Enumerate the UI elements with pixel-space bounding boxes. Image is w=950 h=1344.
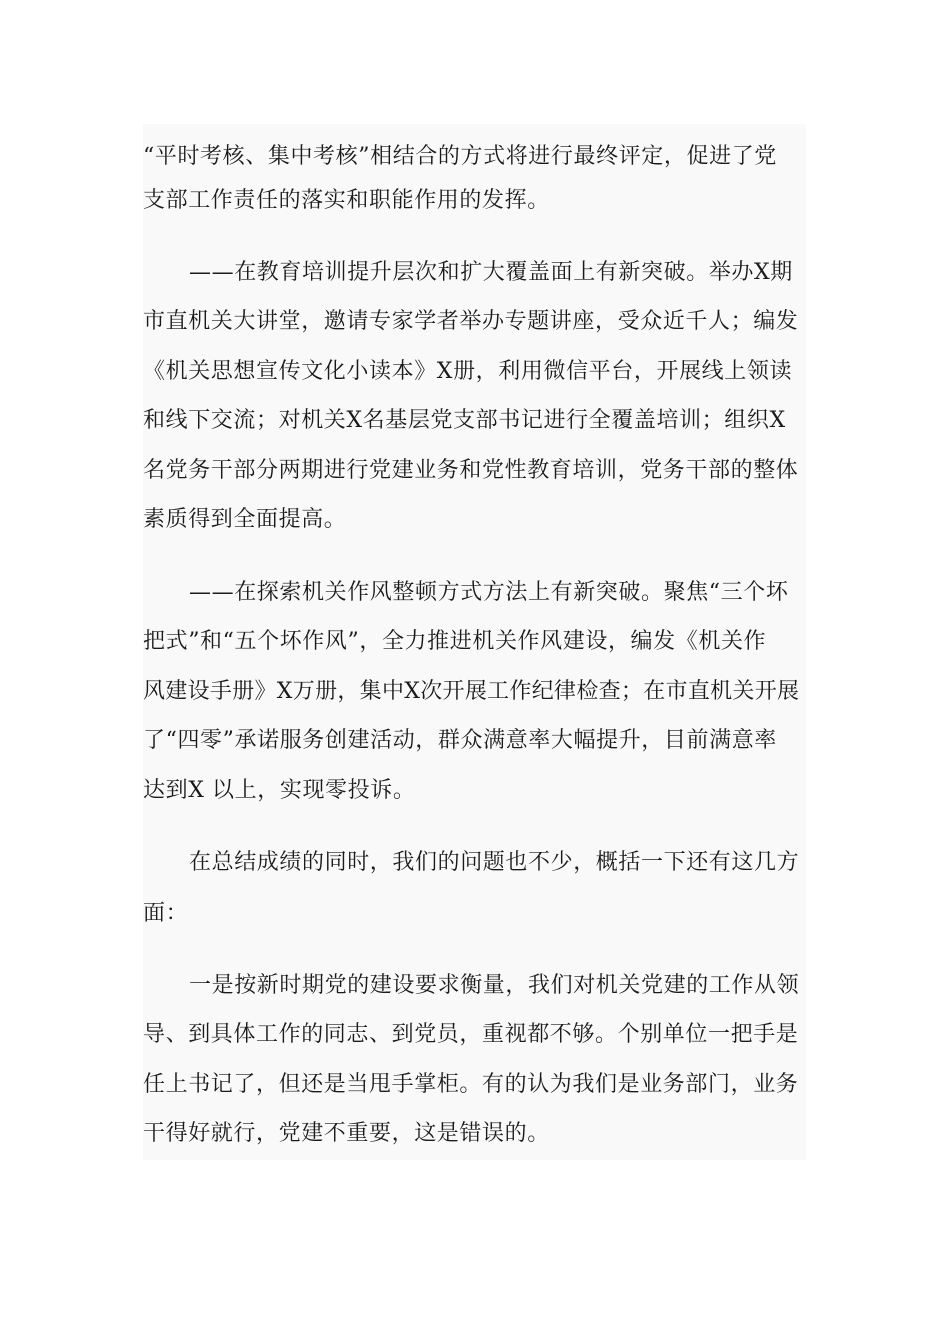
paragraph-2-line-1: ——在教育培训提升层次和扩大覆盖面上有新突破。举办X期: [189, 260, 793, 285]
paragraph-2-line-5: 名党务干部分两期进行党建业务和党性教育培训，党务干部的整体: [143, 458, 799, 483]
paragraph-3-line-2: 把式”和“五个坏作风”，全力推进机关作风建设，编发《机关作: [143, 629, 767, 654]
paragraph-2-line-6: 素质得到全面提高。: [143, 507, 347, 532]
paragraph-3-line-4: 了“四零”承诺服务创建活动，群众满意率大幅提升，目前满意率: [143, 728, 777, 753]
paragraph-2-line-2: 市直机关大讲堂，邀请专家学者举办专题讲座，受众近千人；编发: [143, 309, 799, 334]
document-body: [143, 124, 806, 1160]
paragraph-3-line-1: ——在探索机关作风整顿方式方法上有新突破。聚焦“三个坏: [189, 580, 789, 605]
paragraph-3-line-3: 风建设手册》X万册，集中X次开展工作纪律检查；在市直机关开展: [143, 679, 800, 704]
paragraph-2-line-3: 《机关思想宣传文化小读本》X册，利用微信平台，开展线上领读: [143, 359, 793, 384]
paragraph-1-line-2: 支部工作责任的落实和职能作用的发挥。: [143, 188, 550, 213]
paragraph-4-line-1: 在总结成绩的同时，我们的问题也不少，概括一下还有这几方: [189, 850, 800, 875]
paragraph-5-line-3: 任上书记了，但还是当甩手掌柜。有的认为我们是业务部门，业务: [143, 1072, 799, 1097]
paragraph-4-line-2: 面：: [143, 901, 189, 926]
paragraph-5-line-2: 导、到具体工作的同志、到党员，重视都不够。个别单位一把手是: [143, 1022, 799, 1047]
paragraph-1-line-1: “平时考核、集中考核”相结合的方式将进行最终评定，促进了党: [143, 144, 777, 169]
paragraph-5-line-1: 一是按新时期党的建设要求衡量，我们对机关党建的工作从领: [189, 973, 800, 998]
paragraph-2-line-4: 和线下交流；对机关X名基层党支部书记进行全覆盖培训；组织X: [143, 408, 786, 433]
paragraph-3-line-5: 达到X 以上，实现零投诉。: [143, 778, 416, 803]
paragraph-5-line-4: 干得好就行，党建不重要，这是错误的。: [143, 1121, 550, 1146]
